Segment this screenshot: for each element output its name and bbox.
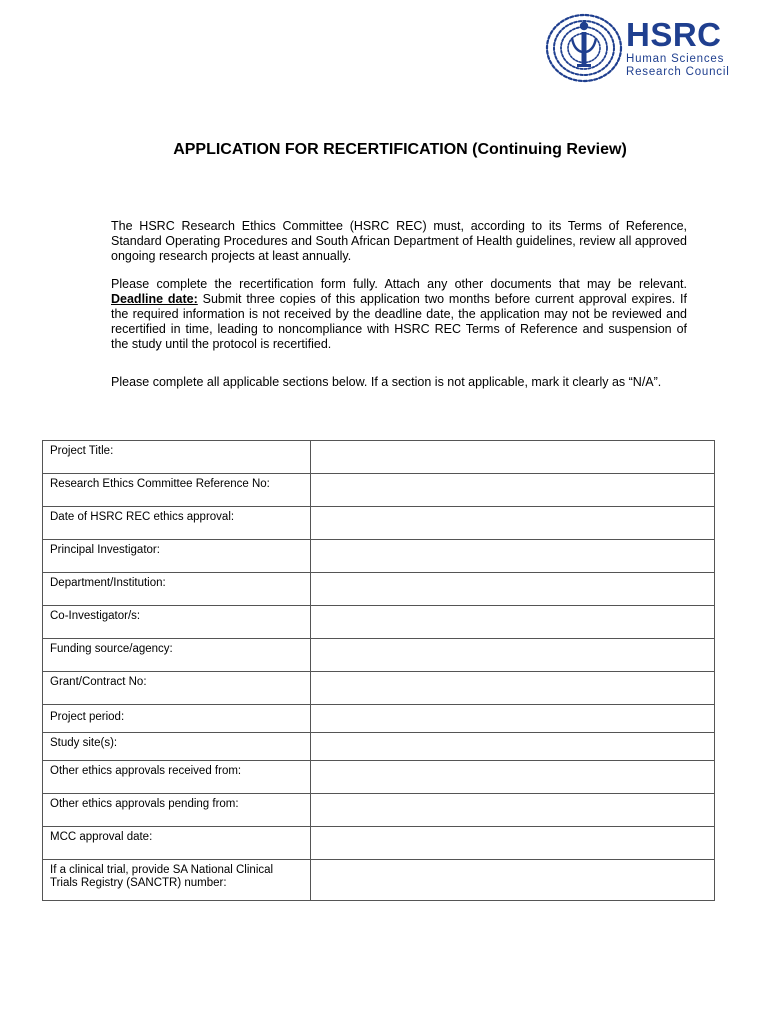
table-row [43,794,715,827]
field-label: Other ethics approvals received from: [43,761,311,794]
field-label: Project period: [43,705,311,733]
hsrc-logo [544,12,749,84]
table-row [43,672,715,705]
field-value[interactable] [311,705,715,733]
applicable-note: Please complete all applicable sections below. If a section is not applicable, mark it clearly as “N/A”. [111,375,662,389]
logo-text [626,18,730,78]
field-value[interactable] [311,540,715,573]
field-value[interactable] [311,733,715,761]
logo-subtitle-line1: Human Sciences [626,53,725,65]
field-value[interactable] [311,573,715,606]
field-label: Project Title: [43,441,311,474]
instruction-text-before: Please complete the recertification form fully. Attach any other documents that may be relevant. [111,277,687,291]
table-row [43,761,715,794]
field-label: Grant/Contract No: [43,672,311,705]
table-row [43,474,715,507]
field-value[interactable] [311,827,715,860]
field-label: MCC approval date: [43,827,311,860]
table-row [43,827,715,860]
table-row [43,507,715,540]
field-value[interactable] [311,606,715,639]
instruction-paragraph [111,277,687,352]
table-row [43,860,715,901]
field-label: Principal Investigator: [43,540,311,573]
instruction-text-after: Submit three copies of this application two months before current approval expires. If the required information is not received by the deadline date, the application may not be reviewed and recertified in time, leading to noncompliance with HSRC REC Terms of Reference and suspension of the study until the protocol is recertified. [111,292,687,351]
logo-name: HSRC [626,16,722,53]
table-row [43,441,715,474]
table-row [43,733,715,761]
field-label: Funding source/agency: [43,639,311,672]
hsrc-emblem-icon [544,12,624,84]
table-row [43,540,715,573]
field-value[interactable] [311,672,715,705]
field-value[interactable] [311,474,715,507]
document-title: APPLICATION FOR RECERTIFICATION (Continuing Review) [173,141,627,158]
intro-paragraph: The HSRC Research Ethics Committee (HSRC REC) must, according to its Terms of Reference, Standard Operating Procedures and South African Department of Health guidelines, review all approved ongoing research projects at least annually. [111,219,687,263]
project-details-table [42,440,715,901]
field-value[interactable] [311,507,715,540]
table-row [43,639,715,672]
field-label: Co-Investigator/s: [43,606,311,639]
field-label: Department/Institution: [43,573,311,606]
table-row [43,705,715,733]
field-value[interactable] [311,860,715,901]
field-value[interactable] [311,761,715,794]
field-label: Date of HSRC REC ethics approval: [43,507,311,540]
field-value[interactable] [311,794,715,827]
field-label: Research Ethics Committee Reference No: [43,474,311,507]
field-value[interactable] [311,639,715,672]
table-row [43,573,715,606]
deadline-label: Deadline date: [111,292,198,306]
table-row [43,606,715,639]
field-label: Study site(s): [43,733,311,761]
field-label: If a clinical trial, provide SA National Clinical Trials Registry (SANCTR) number: [43,860,311,901]
field-value[interactable] [311,441,715,474]
field-label: Other ethics approvals pending from: [43,794,311,827]
logo-subtitle-line2: Research Council [626,66,730,78]
